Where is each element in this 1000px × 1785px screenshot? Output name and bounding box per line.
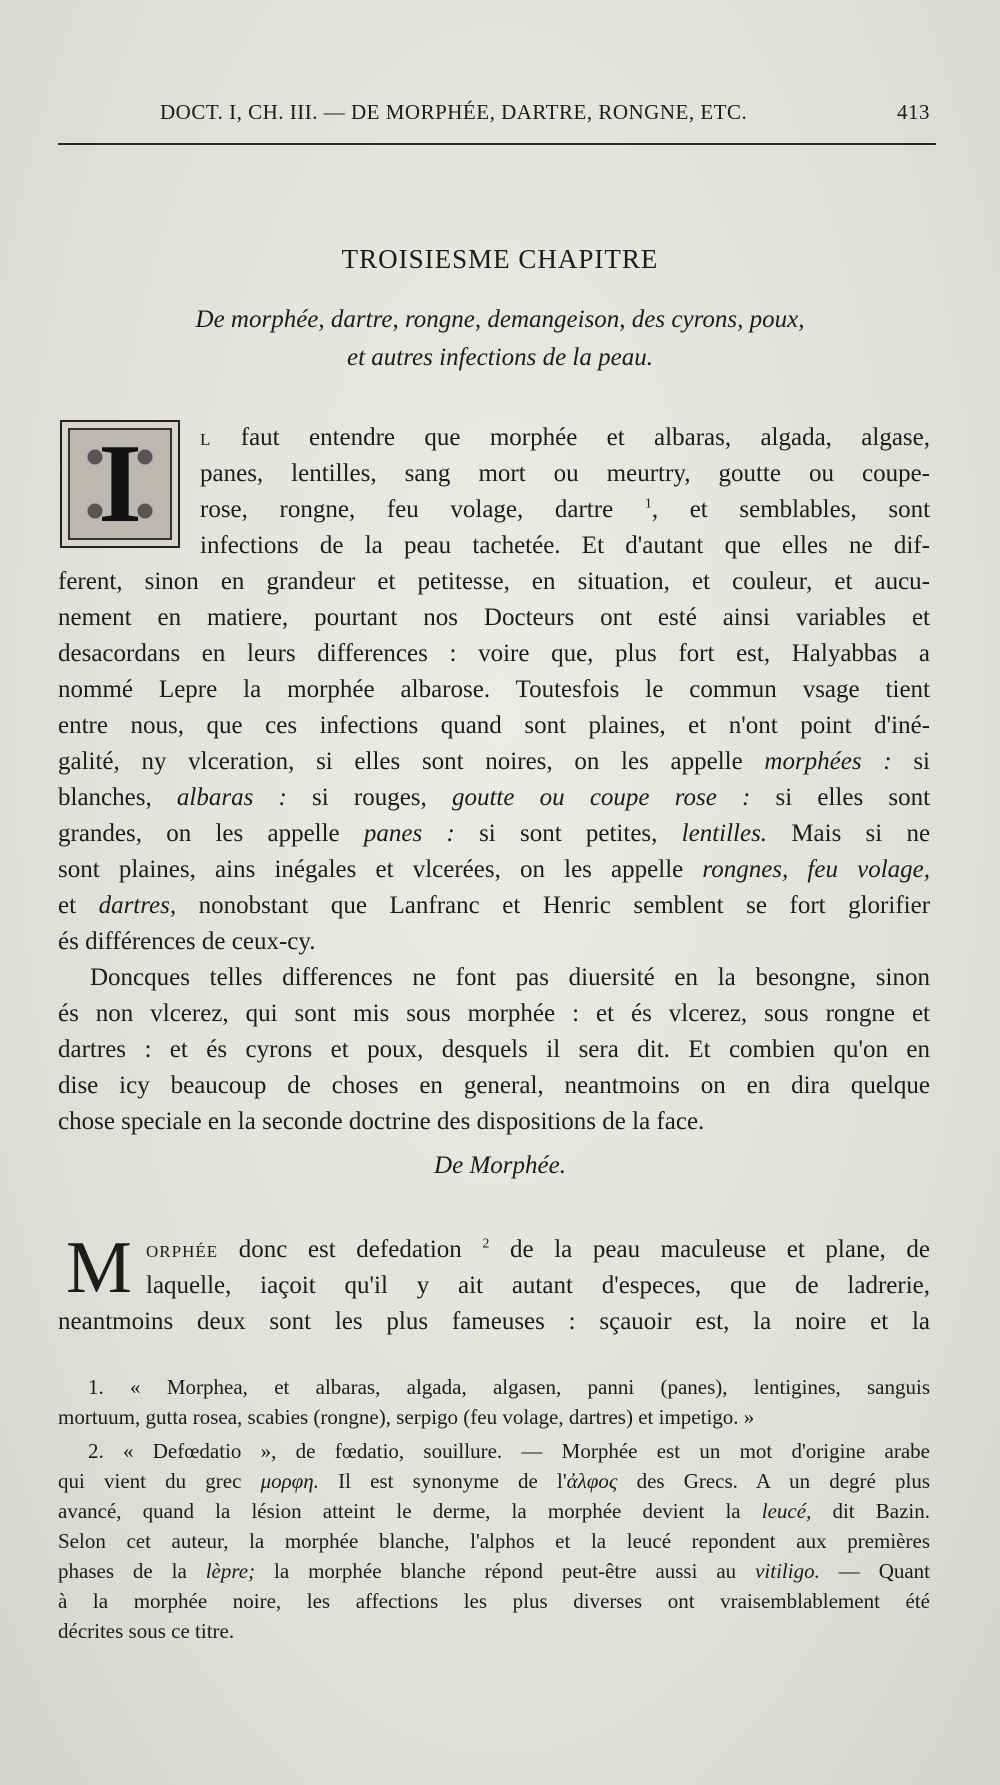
footnote-1-line: 1. « Morphea, et albaras, algada, algasen, panni (panes), lentigines, sanguis — [88, 1375, 930, 1399]
chapter-title: TROISIESME CHAPITRE — [341, 244, 659, 274]
paragraph-3-initial: M — [66, 1227, 132, 1309]
footnote-2-line: qui vient du grec μορφη. Il est synonyme de l'ἀλφος des Grecs. A un degré plus — [58, 1469, 931, 1493]
paragraph-2-line: chose speciale en la seconde doctrine des dispositions de la face. — [58, 1108, 705, 1135]
section-heading: De Morphée. — [434, 1152, 566, 1179]
paragraph-2-line: dise icy beaucoup de choses en general, neantmoins on en dira quelque — [58, 1072, 930, 1099]
paragraph-2-line: Doncques telles differences ne font pas diuersité en la besongne, sinon — [90, 964, 930, 991]
chapter-subtitle-line-2: et autres infections de la peau. — [347, 344, 653, 371]
paragraph-1-line: és différences de ceux-cy. — [58, 928, 316, 955]
paragraph-1-line: grandes, on les appelle panes : si sont petites, lentilles. Mais si ne — [58, 820, 931, 847]
paragraph-1-line: L faut entendre que morphée et albaras, algada, algase, — [200, 424, 931, 451]
paragraph-1-line: infections de la peau tachetée. Et d'autant que elles ne dif- — [200, 532, 930, 559]
footnote-2-line: décrites sous ce titre. — [58, 1619, 235, 1643]
running-title: DOCT. I, CH. III. — DE MORPHÉE, DARTRE, RONGNE, ETC. — [160, 100, 748, 124]
chapter-subtitle-line-1: De morphée, dartre, rongne, demangeison, des cyrons, poux, — [195, 306, 805, 333]
paragraph-1-line: desacordans en leurs differences : voire que, plus fort est, Halyabbas a — [58, 640, 930, 667]
paragraph-1-line: blanches, albaras : si rouges, goutte ou coupe rose : si elles sont — [58, 784, 931, 811]
paragraph-2-line: dartres : et és cyrons et poux, desquels il sera dit. Et combien qu'on en — [58, 1036, 930, 1063]
footnote-2-line: phases de la lèpre; la morphée blanche répond peut-être aussi au vitiligo. — Quant — [58, 1559, 931, 1583]
page-number: 413 — [897, 100, 930, 124]
footnote-2-line: à la morphée noire, les affections les plus diverses ont vraisemblablement été — [58, 1589, 930, 1613]
paragraph-1-line: et dartres, nonobstant que Lanfranc et Henric semblent se fort glorifier — [58, 892, 931, 919]
footnote-ref-2: 2 — [482, 1236, 490, 1252]
header-rule — [58, 143, 936, 145]
footnote-2-line: 2. « Defœdatio », de fœdatio, souillure. — Morphée est un mot d'origine arabe — [88, 1439, 930, 1463]
paragraph-1-line: ferent, sinon en grandeur et petitesse, en situation, et couleur, et aucu- — [58, 568, 930, 595]
paragraph-3-line: neantmoins deux sont les plus fameuses : sçauoir est, la noire et la — [58, 1308, 930, 1335]
paragraph-1-line: panes, lentilles, sang mort ou meurtry, goutte ou coupe- — [200, 460, 930, 487]
footnote-ref-1: 1 — [644, 496, 652, 512]
footnote-2-line: Selon cet auteur, la morphée blanche, l'alphos et la leucé repondent aux premières — [58, 1529, 930, 1553]
paragraph-2-line: és non vlcerez, qui sont mis sous morphée : et és vlcerez, sous rongne et — [58, 1000, 930, 1027]
paragraph-1-line: nement en matiere, pourtant nos Docteurs ont esté ainsi variables et — [58, 604, 930, 631]
paragraph-1-line: sont plaines, ains inégales et vlcerées, on les appelle rongnes, feu volage, — [58, 856, 931, 883]
paragraph-3-line: laquelle, iaçoit qu'il y ait autant d'especes, que de ladrerie, — [146, 1272, 930, 1299]
footnote-2-line: avancé, quand la lésion atteint le derme, la morphée devient la leucé, dit Bazin. — [58, 1499, 931, 1523]
paragraph-1-line: nommé Lepre la morphée albarose. Toutesfois le commun vsage tient — [58, 676, 930, 703]
drop-initial-letter: I — [98, 422, 142, 546]
paragraph-3-line: ORPHÉE donc est defedation $^2$ de la peau maculeuse et plane, de — [146, 1236, 931, 1263]
paragraph-1-line: rose, rongne, feu volage, dartre $^1$, et semblables, sont — [200, 496, 931, 523]
decorated-drop-initial — [60, 420, 180, 548]
paragraph-1-line: entre nous, que ces infections quand sont plaines, et n'ont point d'iné- — [58, 712, 930, 739]
footnote-1-line: mortuum, gutta rosea, scabies (rongne), serpigo (feu volage, dartres) et impetigo. » — [58, 1405, 755, 1429]
running-header — [160, 100, 940, 134]
paragraph-1-line: galité, ny vlceration, si elles sont noires, on les appelle morphées : si — [58, 748, 931, 775]
